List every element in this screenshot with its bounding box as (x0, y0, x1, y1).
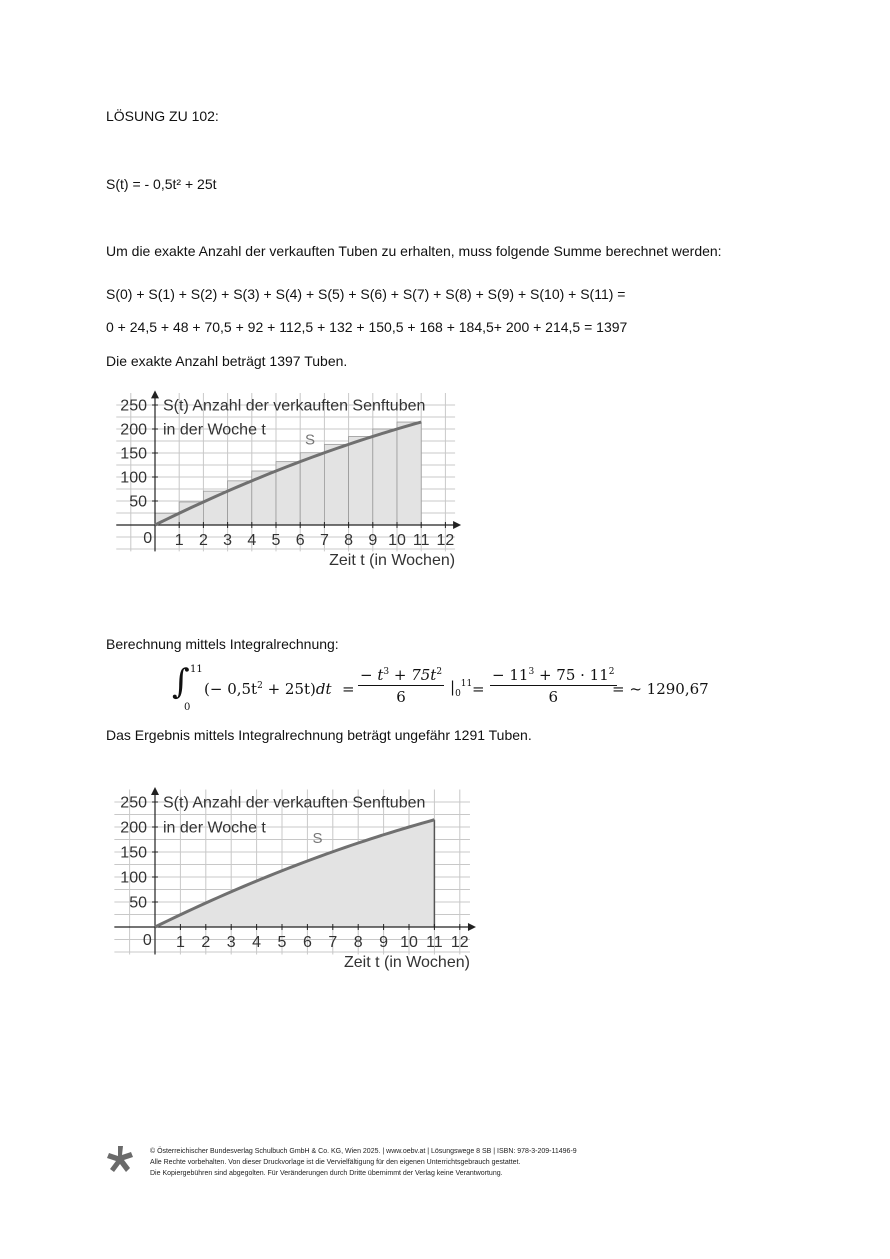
y-tick-label: 100 (120, 469, 147, 487)
function-definition: S(t) = - 0,5t² + 25t (106, 176, 217, 192)
integral-formula (172, 664, 732, 720)
x-axis-arrow (468, 923, 476, 931)
curve-label: S (312, 830, 323, 847)
y-tick-label: 250 (120, 397, 147, 415)
sum-terms: S(0) + S(1) + S(2) + S(3) + S(4) + S(5) + S(6) + S(7) + S(8) + S(9) + S(10) + S(11) = (106, 286, 626, 302)
step-bar (373, 429, 397, 525)
x-tick-label: 12 (436, 532, 455, 549)
x-tick-label: 7 (319, 532, 329, 549)
x-tick-label: 4 (252, 934, 262, 951)
chart-subtitle: in der Woche t (163, 421, 266, 439)
x-axis-label: Zeit t (in Wochen) (343, 954, 470, 971)
x-tick-label: 1 (174, 532, 184, 549)
integral-upper-bound: 11 (190, 664, 203, 675)
x-tick-label: 6 (295, 532, 305, 549)
x-tick-label: 4 (247, 532, 257, 549)
footer-line-2: Alle Rechte vorbehalten. Von dieser Druckvorlage ist die Vervielfältigung für den eigenen Unterrichtsgebrauch gestattet. (150, 1159, 521, 1166)
origin-label: 0 (143, 530, 153, 547)
integral-result: Das Ergebnis mittels Integralrechnung beträgt ungefähr 1291 Tuben. (106, 727, 532, 743)
integral-chart (100, 785, 480, 981)
x-tick-label: 11 (412, 532, 430, 549)
x-tick-label: 2 (198, 532, 208, 549)
publisher-logo-icon (104, 1144, 136, 1176)
y-axis-arrow (151, 390, 159, 398)
x-tick-label: 9 (379, 934, 389, 951)
x-tick-label: 7 (328, 934, 338, 951)
y-tick-label: 200 (120, 421, 147, 439)
footer-line-1: © Österreichischer Bundesverlag Schulbuch GmbH & Co. KG, Wien 2025. | www.oebv.at | Lösungswege 8 SB | ISBN: 978-3-209-11496-9 (150, 1148, 577, 1155)
x-tick-label: 5 (277, 934, 287, 951)
approx-result: = ~ 1290,67 (612, 680, 709, 698)
step-bar (397, 422, 421, 525)
integral-heading: Berechnung mittels Integralrechnung: (106, 636, 339, 652)
evaluation-bar: $|_0^{11}$ (450, 678, 473, 699)
x-tick-label: 11 (426, 934, 443, 951)
x-tick-label: 5 (271, 532, 281, 549)
integrand: (− $0,5t^2 + 25t)dt$ (204, 680, 332, 698)
x-axis-label: Zeit t (in Wochen) (329, 552, 456, 569)
x-tick-label: 6 (302, 934, 312, 951)
antiderivative-fraction: $\frac{- t^3 + 75t^2}{6}$ (360, 666, 443, 706)
x-tick-label: 10 (400, 934, 418, 951)
x-tick-label: 10 (388, 532, 406, 549)
origin-label: 0 (142, 932, 152, 949)
equals-sign-1: = (342, 680, 355, 698)
step-bar (300, 453, 324, 525)
x-tick-label: 3 (223, 532, 233, 549)
y-tick-label: 200 (120, 819, 147, 837)
y-tick-label: 50 (129, 493, 147, 511)
integral-sign: ∫ (172, 662, 190, 702)
step-bar (179, 502, 203, 525)
step-bar (324, 444, 348, 525)
footer-line-3: Die Kopiergebühren sind abgegolten. Für Veränderungen durch Dritte übernimmt der Verlag keine Verantwortung. (150, 1170, 503, 1177)
step-bar (349, 436, 373, 525)
x-tick-label: 8 (344, 532, 354, 549)
evaluated-fraction: $\frac{- 11^3 + 75 \cdot 11^2}{6}$ (492, 666, 615, 706)
steps-chart (100, 390, 470, 582)
integral-lower-bound: 0 (184, 702, 191, 713)
x-tick-label: 12 (450, 934, 469, 951)
y-tick-label: 150 (120, 445, 147, 463)
chart-title: S(t) Anzahl der verkauften Senftuben (163, 397, 426, 415)
intro-text: Um die exakte Anzahl der verkauften Tuben zu erhalten, muss folgende Summe berechnet werden: (106, 243, 722, 259)
footer (150, 1146, 577, 1179)
y-tick-label: 50 (129, 894, 147, 912)
page-heading: LÖSUNG ZU 102: (106, 108, 219, 124)
x-tick-label: 9 (368, 532, 378, 549)
y-tick-label: 100 (120, 869, 147, 887)
sum-values: 0 + 24,5 + 48 + 70,5 + 92 + 112,5 + 132 + 150,5 + 168 + 184,5+ 200 + 214,5 = 1397 (106, 319, 628, 335)
equals-sign-2: = (472, 680, 485, 698)
y-axis-arrow (151, 787, 159, 795)
chart-title: S(t) Anzahl der verkauften Senftuben (163, 794, 426, 812)
exact-result: Die exakte Anzahl beträgt 1397 Tuben. (106, 353, 348, 369)
x-axis-arrow (453, 521, 461, 529)
y-tick-label: 150 (120, 844, 147, 862)
x-tick-label: 8 (353, 934, 363, 951)
curve-label: S (305, 431, 316, 449)
chart-subtitle: in der Woche t (163, 819, 266, 837)
x-tick-label: 2 (201, 934, 211, 951)
x-tick-label: 1 (175, 934, 185, 951)
x-tick-label: 3 (226, 934, 236, 951)
y-tick-label: 250 (120, 794, 147, 812)
